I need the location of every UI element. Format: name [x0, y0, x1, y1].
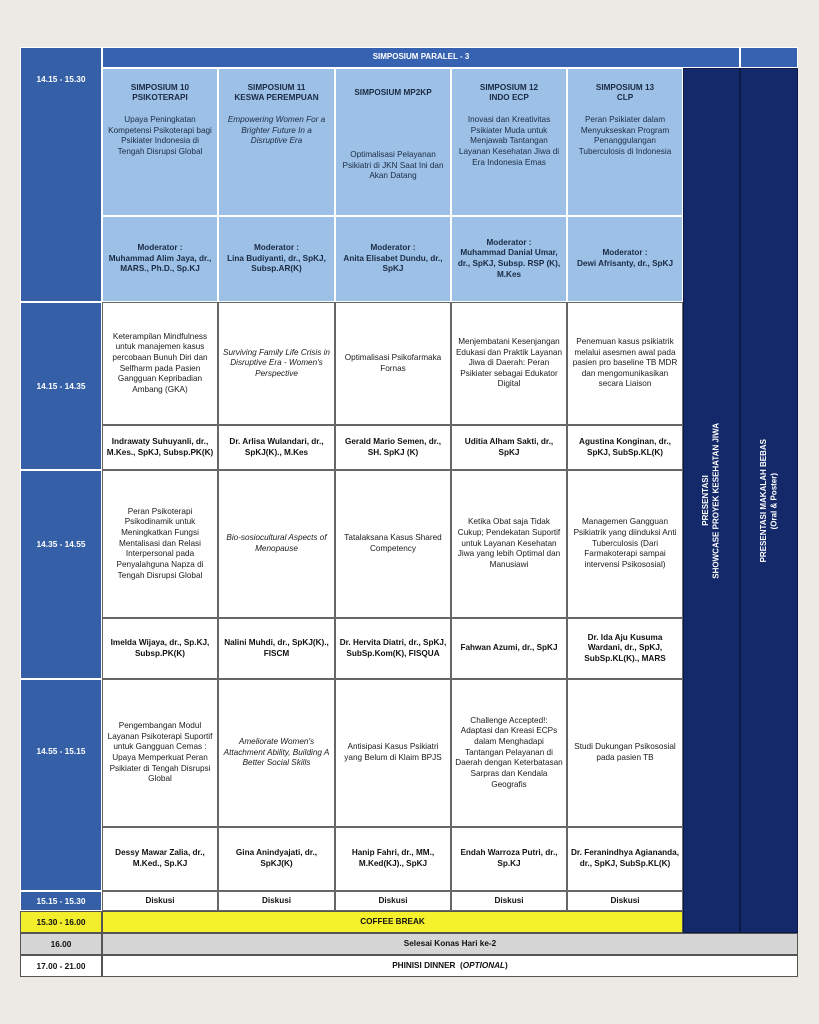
showcase-line2: SHOWCASE PROYEK KESEHATAN JIWA [711, 422, 721, 579]
symposium-13-subtitle: CLP [616, 93, 634, 103]
moderator-name: Muhammad Danial Umar, dr., SpKJ, Subsp. RSP (K), M.Kes [457, 248, 561, 279]
symposium-header-text: SIMPOSIUM PARALEL - 3 [372, 52, 470, 62]
time-coffee [20, 911, 102, 933]
time-discussion [20, 891, 102, 911]
slot3-topic-col3: Antisipasi Kasus Psikiatri yang Belum di Klaim BPJS [335, 679, 451, 827]
time-dinner [20, 955, 102, 977]
makalah-line2: (Oral & Poster) [769, 472, 778, 529]
discussion-col1: Diskusi [102, 891, 218, 911]
slot3-topic-col5: Studi Dukungan Psikososial pada pasien TB [567, 679, 683, 827]
moderator-label: Moderator : [137, 243, 183, 253]
closing-text: Selesai Konas Hari ke-2 [403, 938, 497, 948]
slot1-speaker-col4: Uditia Alham Sakti, dr., SpKJ [451, 425, 567, 470]
slot3-speaker-col2: Gina Anindyajati, dr., SpKJ(K) [218, 827, 335, 891]
header-right-blank [740, 47, 798, 68]
symposium-header [102, 47, 740, 68]
slot1-speaker-col2: Dr. Arlisa Wulandari, dr., SpKJ(K)., M.Kes [218, 425, 335, 470]
moderator-name: Muhammad Alim Jaya, dr., MARS., Ph.D., Sp.KJ [108, 253, 212, 274]
slot3-topic-col2: Ameliorate Women's Attachment Ability, Building A Better Social Skills [218, 679, 335, 827]
symposium-10-moderator [102, 216, 218, 302]
moderator-name: Dewi Afrisanty, dr., SpKJ [577, 259, 673, 268]
slot3-topic-col4: Challenge Accepted!: Adaptasi dan Kreasi ECPs dalam Menghadapi Tantangan Pelayanan di Daerah dengan Keterbatasan Sarpras dan Kendala Geografis [451, 679, 567, 827]
moderator-label: Moderator : [486, 237, 532, 247]
time-closing-text: 16.00 [50, 938, 72, 949]
moderator-label: Moderator : [370, 243, 416, 253]
dinner-optional: OPTIONAL [462, 960, 506, 970]
slot1-speaker-col3: Gerald Mario Semen, dr., SH. SpKJ (K) [335, 425, 451, 470]
slot3-speaker-col4: Endah Warroza Putri, dr., Sp.KJ [451, 827, 567, 891]
slot2-speaker-col2: Nalini Muhdi, dr., SpKJ(K)., FISCM [218, 618, 335, 679]
slot3-speaker-col5: Dr. Feranindhya Agiananda, dr., SpKJ, SubSp.KL(K) [567, 827, 683, 891]
moderator-name: Lina Budiyanti, dr., SpKJ, Subsp.AR(K) [227, 253, 326, 274]
slot2-speaker-col4: Fahwan Azumi, dr., SpKJ [451, 618, 567, 679]
dinner-row: PHINISI DINNER ( OPTIONAL ) [102, 955, 798, 977]
slot3-speaker-col1: Dessy Mawar Zalia, dr., M.Ked., Sp.KJ [102, 827, 218, 891]
symposium-mp2kp-moderator [335, 216, 451, 302]
time-main [20, 47, 102, 302]
discussion-col3: Diskusi [335, 891, 451, 911]
slot1-speaker-col1: Indrawaty Suhuyanli, dr., M.Kes., SpKJ, Subsp.PK(K) [102, 425, 218, 470]
symposium-mp2kp-title: SIMPOSIUM MP2KP [354, 88, 432, 97]
showcase-column [683, 68, 740, 933]
symposium-13-title: SIMPOSIUM 13 [595, 83, 655, 92]
slot2-topic-col3: Tatalaksana Kasus Shared Competency [335, 470, 451, 618]
moderator-name: Anita Elisabet Dundu, dr., SpKJ [343, 253, 443, 274]
slot2-speaker-col5: Dr. Ida Aju Kusuma Wardani, dr., SpKJ, SubSp.KL(K)., MARS [567, 618, 683, 679]
slot3-speaker-col3: Hanip Fahri, dr., MM., M.Ked(KJ)., SpKJ [335, 827, 451, 891]
symposium-11-moderator [218, 216, 335, 302]
slot3-topic-col1: Pengembangan Modul Layanan Psikoterapi Suportif untuk Gangguan Cemas : Upaya Memperkuat Peran Psikiater di Tengah Disrupsi Global [102, 679, 218, 827]
slot2-speaker-col1: Imelda Wijaya, dr., Sp.KJ, Subsp.PK(K) [102, 618, 218, 679]
time-coffee-text: 15.30 - 16.00 [36, 916, 86, 927]
time-slot-1-text: 14.15 - 14.35 [36, 380, 86, 391]
slot2-topic-col2: Bio-sosiocultural Aspects of Menopause [218, 470, 335, 618]
makalah-column [740, 68, 798, 933]
time-slot-2-text: 14.35 - 14.55 [36, 539, 86, 549]
symposium-12-title: SIMPOSIUM 12 [479, 83, 539, 92]
slot1-topic-col1: Keterampilan Mindfulness untuk manajemen kasus percobaan Bunuh Diri dan Selfharm pada Pasien Gangguan Kepribadian Ambang (GKA) [102, 302, 218, 425]
closing-row [102, 933, 798, 955]
symposium-mp2kp-header [335, 68, 451, 216]
symposium-11-desc: Empowering Women For a Brighter Future In a Disruptive Era [227, 115, 326, 146]
symposium-13-header [567, 68, 683, 216]
time-slot-2 [20, 470, 102, 679]
symposium-10-subtitle: PSIKOTERAPI [132, 93, 188, 103]
discussion-col4: Diskusi [451, 891, 567, 911]
time-slot-1 [20, 302, 102, 470]
symposium-11-header [218, 68, 335, 216]
time-discussion-text: 15.15 - 15.30 [36, 895, 86, 906]
slot2-topic-col5: Managemen Gangguan Psikiatrik yang diinduksi Anti Tuberculosis (Dari Farmakoterapi sampai intervensi Psikososial) [567, 470, 683, 618]
slot2-topic-col1: Peran Psikoterapi Psikodinamik untuk Meningkatkan Fungsi Mentalisasi dan Relasi Interpersonal pada Penyalahguna Napza di Tengah Disrupsi Global [102, 470, 218, 618]
time-closing [20, 933, 102, 955]
coffee-break [102, 911, 683, 933]
time-dinner-text: 17.00 - 21.00 [36, 960, 86, 971]
symposium-11-title: SIMPOSIUM 11 [247, 83, 306, 92]
symposium-12-desc: Inovasi dan Kreativitas Psikiater Muda untuk Menjawab Tantangan Layanan Kesehatan Jiwa di Era Indonesia Emas [458, 115, 560, 167]
symposium-10-title: SIMPOSIUM 10 [130, 83, 190, 92]
slot1-topic-col2: Surviving Family Life Crisis in Disruptive Era - Women's Perspective [218, 302, 335, 425]
slot1-topic-col4: Menjembatani Kesenjangan Edukasi dan Praktik Layanan Jiwa di Daerah: Peran Psikiater sebagai Edukator Digital [451, 302, 567, 425]
makalah-line1: PRESENTASI MAKALAH BEBAS [758, 438, 768, 563]
slot2-topic-col4: Ketika Obat saja Tidak Cukup; Pendekatan Suportif untuk Layanan Kesehatan Jiwa yang lebih Optimal dan Manusiawi [451, 470, 567, 618]
moderator-label: Moderator : [602, 248, 648, 258]
slot1-topic-col5: Penemuan kasus psikiatrik melalui asesmen awal pada pasien pro baseline TB MDR dan mengomunikasikan secara Liaison [567, 302, 683, 425]
time-slot-3-text: 14.55 - 15.15 [36, 746, 86, 756]
moderator-label: Moderator : [253, 243, 300, 253]
symposium-12-header [451, 68, 567, 216]
time-main-text: 14.15 - 15.30 [36, 74, 86, 84]
symposium-10-desc: Upaya Peningkatan Kompetensi Psikoterapi bagi Psikiater Indonesia di Tengah Disrupsi Global [108, 115, 212, 156]
symposium-10-header [102, 68, 218, 216]
slot2-speaker-col3: Dr. Hervita Diatri, dr., SpKJ, SubSp.Kom(K), FISQUA [335, 618, 451, 679]
slot1-topic-col3: Optimalisasi Psikofarmaka Fornas [335, 302, 451, 425]
discussion-col2: Diskusi [218, 891, 335, 911]
symposium-11-subtitle: KESWA PEREMPUAN [234, 93, 319, 103]
symposium-13-desc: Peran Psikiater dalam Menyukseskan Program Penanggulangan Tuberculosis di Indonesia [578, 115, 672, 156]
slot1-speaker-col5: Agustina Konginan, dr., SpKJ, SubSp.KL(K) [567, 425, 683, 470]
symposium-13-moderator [567, 216, 683, 302]
discussion-col5: Diskusi [567, 891, 683, 911]
symposium-mp2kp-desc: Optimalisasi Pelayanan Psikiatri di JKN Saat Ini dan Akan Datang [342, 150, 444, 181]
symposium-12-subtitle: INDO ECP [489, 93, 529, 103]
showcase-line1: PRESENTASI [701, 475, 711, 526]
symposium-12-moderator [451, 216, 567, 302]
coffee-break-text: COFFEE BREAK [360, 916, 425, 926]
time-slot-3 [20, 679, 102, 891]
dinner-text: PHINISI DINNER [392, 960, 456, 970]
